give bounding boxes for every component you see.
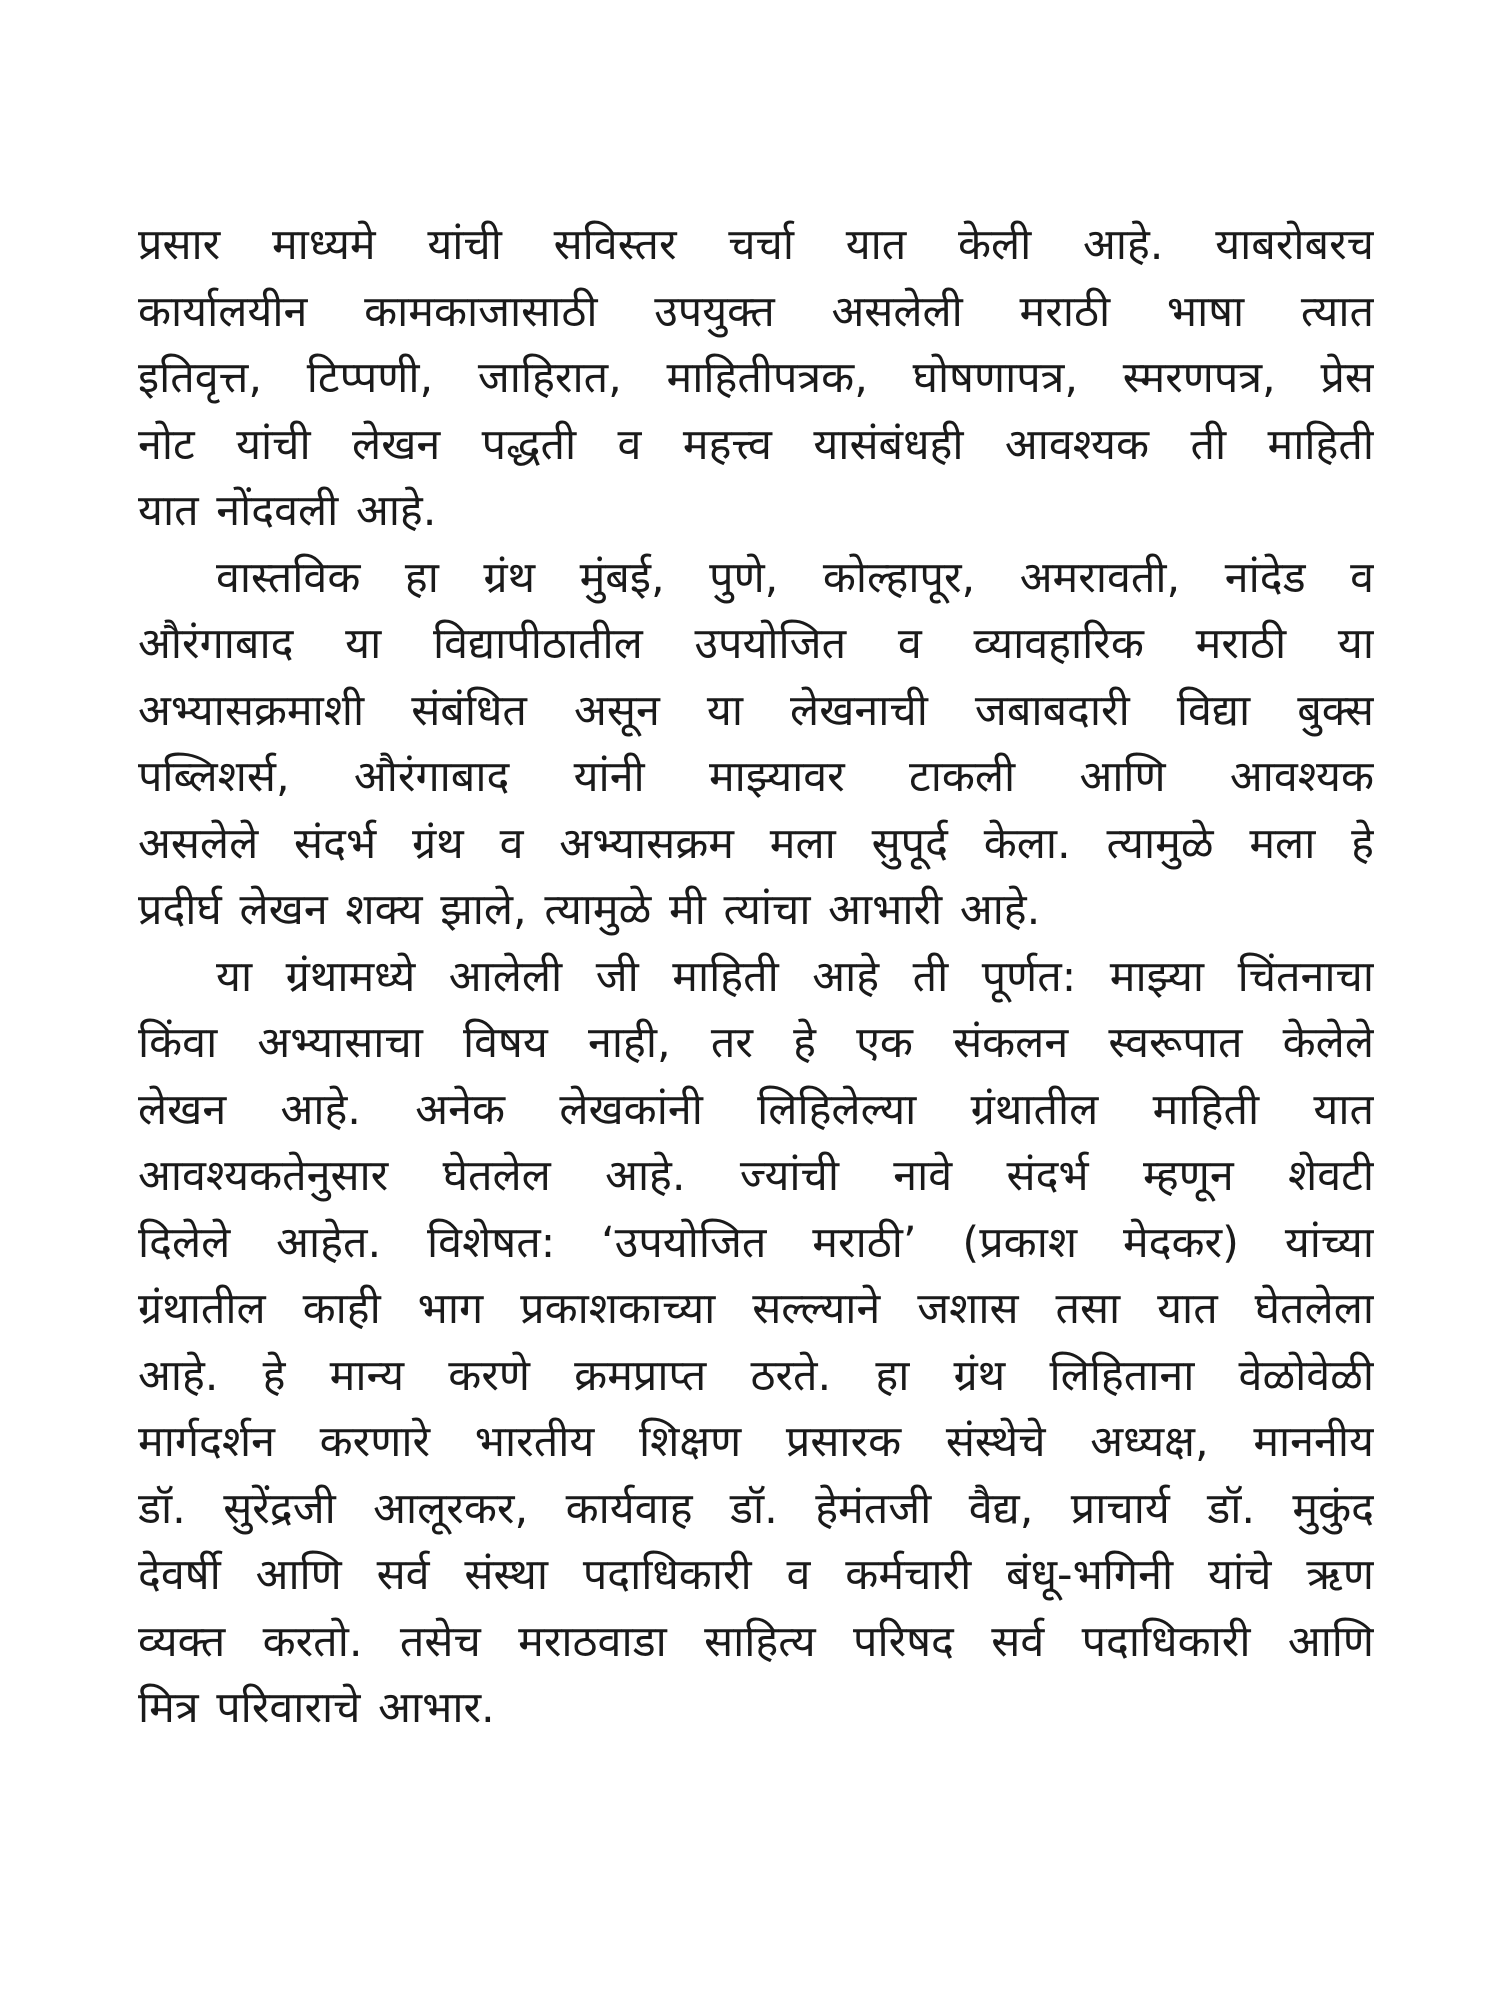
text-line: औरंगाबाद या विद्यापीठातील उपयोजित व व्यावहारिक मराठी या bbox=[138, 619, 1374, 669]
text-line: आवश्यकतेनुसार घेतलेल आहे. ज्यांची नावे संदर्भ म्हणून शेवटी bbox=[138, 1151, 1374, 1201]
text-line: यात नोंदवली आहे. bbox=[138, 486, 437, 536]
text-line: आहे. हे मान्य करणे क्रमप्राप्त ठरते. हा ग्रंथ लिहिताना वेळोवेळी bbox=[138, 1350, 1374, 1401]
text-line: दिलेले आहेत. विशेषत: ‘उपयोजित मराठी’ (प्रकाश मेदकर) यांच्या bbox=[138, 1217, 1374, 1268]
text-line: मित्र परिवाराचे आभार. bbox=[138, 1683, 495, 1733]
paragraph-2 bbox=[138, 545, 1374, 944]
text-line: देवर्षी आणि सर्व संस्था पदाधिकारी व कर्मचारी बंधू-भगिनी यांचे ऋण bbox=[138, 1550, 1374, 1600]
text-line: मार्गदर्शन करणारे भारतीय शिक्षण प्रसारक संस्थेचे अध्यक्ष, माननीय bbox=[138, 1417, 1374, 1467]
text-line: कार्यालयीन कामकाजासाठी उपयुक्त असलेली मराठी भाषा त्यात bbox=[138, 286, 1374, 337]
text-line: नोट यांची लेखन पद्धती व महत्त्व यासंबंधही आवश्यक ती माहिती bbox=[138, 419, 1374, 470]
text-line: ग्रंथातील काही भाग प्रकाशकाच्या सल्ल्याने जशास तसा यात घेतलेला bbox=[138, 1284, 1374, 1334]
text-line: अभ्यासक्रमाशी संबंधित असून या लेखनाची जबाबदारी विद्या बुक्स bbox=[138, 685, 1374, 736]
text-line: पब्लिशर्स, औरंगाबाद यांनी माझ्यावर टाकली आणि आवश्यक bbox=[138, 752, 1374, 802]
text-line: व्यक्त करतो. तसेच मराठवाडा साहित्य परिषद सर्व पदाधिकारी आणि bbox=[138, 1616, 1374, 1667]
text-line: डॉ. सुरेंद्रजी आलूरकर, कार्यवाह डॉ. हेमंतजी वैद्य, प्राचार्य डॉ. मुकुंद bbox=[138, 1483, 1374, 1534]
body-text bbox=[138, 212, 1374, 1742]
text-line: असलेले संदर्भ ग्रंथ व अभ्यासक्रम मला सुपूर्द केला. त्यामुळे मला हे bbox=[138, 818, 1374, 869]
paragraph-3 bbox=[138, 944, 1374, 1742]
text-line: किंवा अभ्यासाचा विषय नाही, तर हे एक संकलन स्वरूपात केलेले bbox=[138, 1018, 1374, 1068]
text-line: वास्तविक हा ग्रंथ मुंबई, पुणे, कोल्हापूर, अमरावती, नांदेड व bbox=[216, 552, 1374, 603]
text-line: लेखन आहे. अनेक लेखकांनी लिहिलेल्या ग्रंथातील माहिती यात bbox=[138, 1084, 1374, 1135]
text-line: या ग्रंथामध्ये आलेली जी माहिती आहे ती पूर्णत: माझ्या चिंतनाचा bbox=[216, 951, 1374, 1002]
text-line: इतिवृत्त, टिप्पणी, जाहिरात, माहितीपत्रक, घोषणापत्र, स्मरणपत्र, प्रेस bbox=[138, 353, 1374, 403]
paragraph-1 bbox=[138, 212, 1374, 545]
text-line: प्रदीर्घ लेखन शक्य झाले, त्यामुळे मी त्यांचा आभारी आहे. bbox=[138, 885, 1041, 935]
text-line: प्रसार माध्यमे यांची सविस्तर चर्चा यात केली आहे. याबरोबरच bbox=[138, 220, 1374, 270]
